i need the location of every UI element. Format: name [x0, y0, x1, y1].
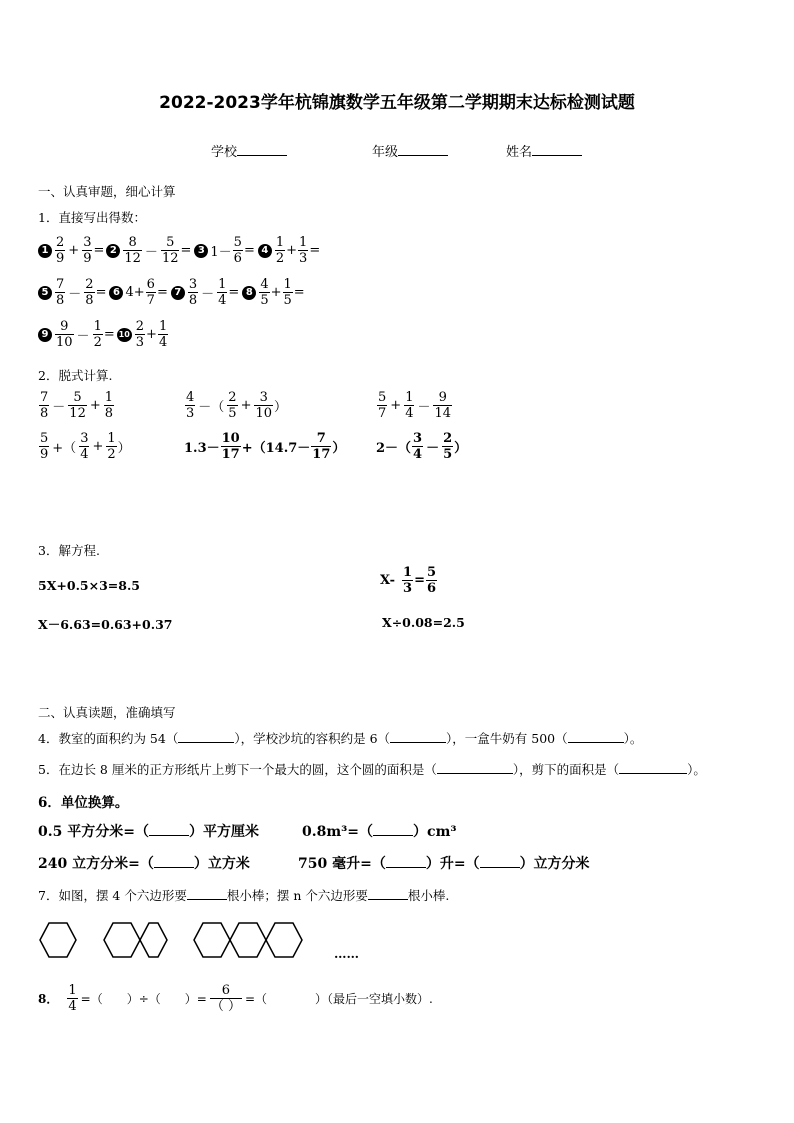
school-blank[interactable]	[237, 143, 287, 156]
q6-row-1: 0.5 平方分米=（ ）平方厘米	[38, 824, 259, 840]
school-field[interactable]	[211, 141, 287, 160]
q3-equation-3: X－6.63=0.63+0.37	[38, 617, 173, 632]
q7-blank-1[interactable]	[187, 887, 227, 900]
q6-label: 6．单位换算。	[38, 795, 129, 811]
q5-text: 5．在边长 8 厘米的正方形纸片上剪下一个最大的圆，这个圆的面积是（ ），剪下的面积是（ ）。	[38, 762, 706, 777]
page-title: 2022-2023学年杭锦旗数学五年级第二学期期末达标检测试题	[159, 93, 635, 113]
q5-blank-1[interactable]	[437, 761, 513, 774]
item-number-7: 7	[171, 286, 185, 300]
fraction: $\frac{1}{2}$	[275, 235, 285, 266]
q2-expr-2: $\frac{4}{3}$ －（ $\frac{2}{5}$ + $\frac{3}{10}$ ）	[186, 390, 288, 421]
q2-expr-6: 2－（ $\frac{3}{4}$ － $\frac{2}{5}$ ）	[376, 431, 468, 462]
item-number-6: 6	[109, 286, 123, 300]
grade-label: 年级	[372, 145, 399, 160]
fraction: $\frac{3}{9}$	[83, 235, 92, 266]
q2-expr-5: 1.3－ $\frac{10}{17}$ +（14.7－ $\frac{7}{17}$ ）	[184, 431, 346, 462]
q6-blank-1[interactable]	[149, 823, 189, 836]
q4-blank-2[interactable]	[390, 730, 446, 743]
item-number-10: 10	[117, 328, 132, 342]
fraction: $\frac{2}{3}$	[135, 319, 145, 350]
q2-expr-4: $\frac{5}{9}$ +（ $\frac{3}{4}$ + $\frac{1}{2}$ ）	[40, 431, 131, 462]
school-label: 学校	[211, 145, 238, 160]
q3-equation-4: X÷0.08=2.5	[382, 615, 465, 630]
q3-label: 3．解方程.	[38, 543, 100, 558]
item-number-4: 4	[258, 244, 272, 258]
q1-row-1: 1 $\frac{2}{9}$ + $\frac{3}{9}$ = 2 $\frac{8}{12}$ － $\frac{5}{12}$ = 3 1－ $\frac{5}{6}$ = 4 $\frac{1}{2}$ + $\frac{1}{3}$ =	[38, 236, 320, 265]
hexagon-3a	[194, 923, 230, 957]
q5-blank-2[interactable]	[619, 761, 687, 774]
fraction: $\frac{7}{8}$	[56, 277, 65, 308]
hexagon-2a	[104, 923, 140, 957]
section-1-heading: 一、认真审题，细心计算	[38, 184, 176, 199]
grade-field[interactable]	[372, 141, 448, 160]
hexagon-3b	[230, 923, 266, 957]
q6-row-2b: 750 毫升=（ ）升=（ ）立方分米	[298, 856, 590, 872]
item-number-2: 2	[106, 244, 120, 258]
q2-expr-3: $\frac{5}{7}$ + $\frac{1}{4}$ － $\frac{9}{14}$	[378, 390, 452, 421]
fraction: $\frac{1}{3}$	[299, 235, 308, 266]
q6-blank-2[interactable]	[373, 823, 413, 836]
hexagon-3c	[266, 923, 302, 957]
q2-expr-1: $\frac{7}{8}$ － $\frac{5}{12}$ + $\frac{1}{8}$	[40, 390, 114, 421]
q3-equation-1: 5X+0.5×3=8.5	[38, 578, 141, 593]
item-number-8: 8	[242, 286, 256, 300]
section-2-heading: 二、认真读题，准确填写	[38, 705, 176, 720]
item-number-9: 9	[38, 328, 52, 342]
q2-label: 2．脱式计算.	[38, 368, 113, 383]
fraction: $\frac{2}{8}$	[85, 277, 94, 308]
q6-row-2: 240 立方分米=（ ）立方米	[38, 856, 250, 872]
q1-label: 1．直接写出得数：	[38, 210, 146, 225]
name-blank[interactable]	[532, 143, 582, 156]
fraction: $\frac{1}{4}$	[218, 277, 227, 308]
fraction: $\frac{1}{5}$	[283, 277, 292, 308]
fraction: $\frac{3}{8}$	[188, 277, 198, 308]
q8-text: 8． $\frac{1}{4}$ =（ ）÷（ ）= $\frac{6}{( )}$ =（ ）（最后一空填小数）.	[38, 983, 433, 1014]
name-label: 姓名	[506, 145, 533, 160]
q6-blank-4[interactable]	[386, 855, 426, 868]
q4-text: 4．教室的面积约为 54（ ），学校沙坑的容积约是 6（ ），一盒牛奶有 500（ ）。	[38, 731, 643, 746]
fraction: $\frac{5}{12}$	[161, 235, 179, 266]
hexagon-figures	[38, 918, 338, 962]
q7-text: 7．如图，摆 4 个六边形要 根小棒；摆 n 个六边形要 根小棒.	[38, 888, 450, 903]
fraction: $\frac{4}{5}$	[260, 277, 269, 308]
hexagon-diagram	[38, 918, 338, 962]
item-number-5: 5	[38, 286, 52, 300]
fraction: $\frac{9}{10}$	[56, 319, 73, 350]
fraction: $\frac{1}{2}$	[93, 319, 102, 350]
hexagon-2b	[140, 923, 167, 957]
q7-ellipsis: ……	[334, 946, 359, 961]
fraction: $\frac{2}{9}$	[56, 235, 65, 266]
fraction: $\frac{5}{6}$	[233, 235, 242, 266]
item-number-1: 1	[38, 244, 52, 258]
grade-blank[interactable]	[398, 143, 448, 156]
q6-blank-5[interactable]	[480, 855, 520, 868]
fraction: $\frac{1}{4}$	[158, 319, 168, 350]
hexagon-1	[40, 923, 76, 957]
name-field[interactable]	[506, 141, 582, 160]
q1-row-2: 5 $\frac{7}{8}$ － $\frac{2}{8}$ = 6 4+ $\frac{6}{7}$ = 7 $\frac{3}{8}$ － $\frac{1}{4}$ = 8 $\frac{4}{5}$ + $\frac{1}{5}$ =	[38, 278, 305, 307]
q6-blank-3[interactable]	[154, 855, 194, 868]
q1-row-3: 9 $\frac{9}{10}$ － $\frac{1}{2}$ = 10 $\frac{2}{3}$ + $\frac{1}{4}$	[38, 320, 169, 349]
q4-blank-3[interactable]	[568, 730, 624, 743]
q6-row-1b: 0.8m³=（ ）cm³	[302, 824, 457, 840]
fraction: $\frac{6}{7}$	[146, 277, 155, 308]
q3-equation-2: X- $\frac{1}{3}$ = $\frac{5}{6}$	[380, 565, 437, 596]
q4-blank-1[interactable]	[178, 730, 234, 743]
fraction: $\frac{8}{12}$	[124, 235, 141, 266]
item-number-3: 3	[194, 244, 208, 258]
q7-blank-2[interactable]	[368, 887, 408, 900]
